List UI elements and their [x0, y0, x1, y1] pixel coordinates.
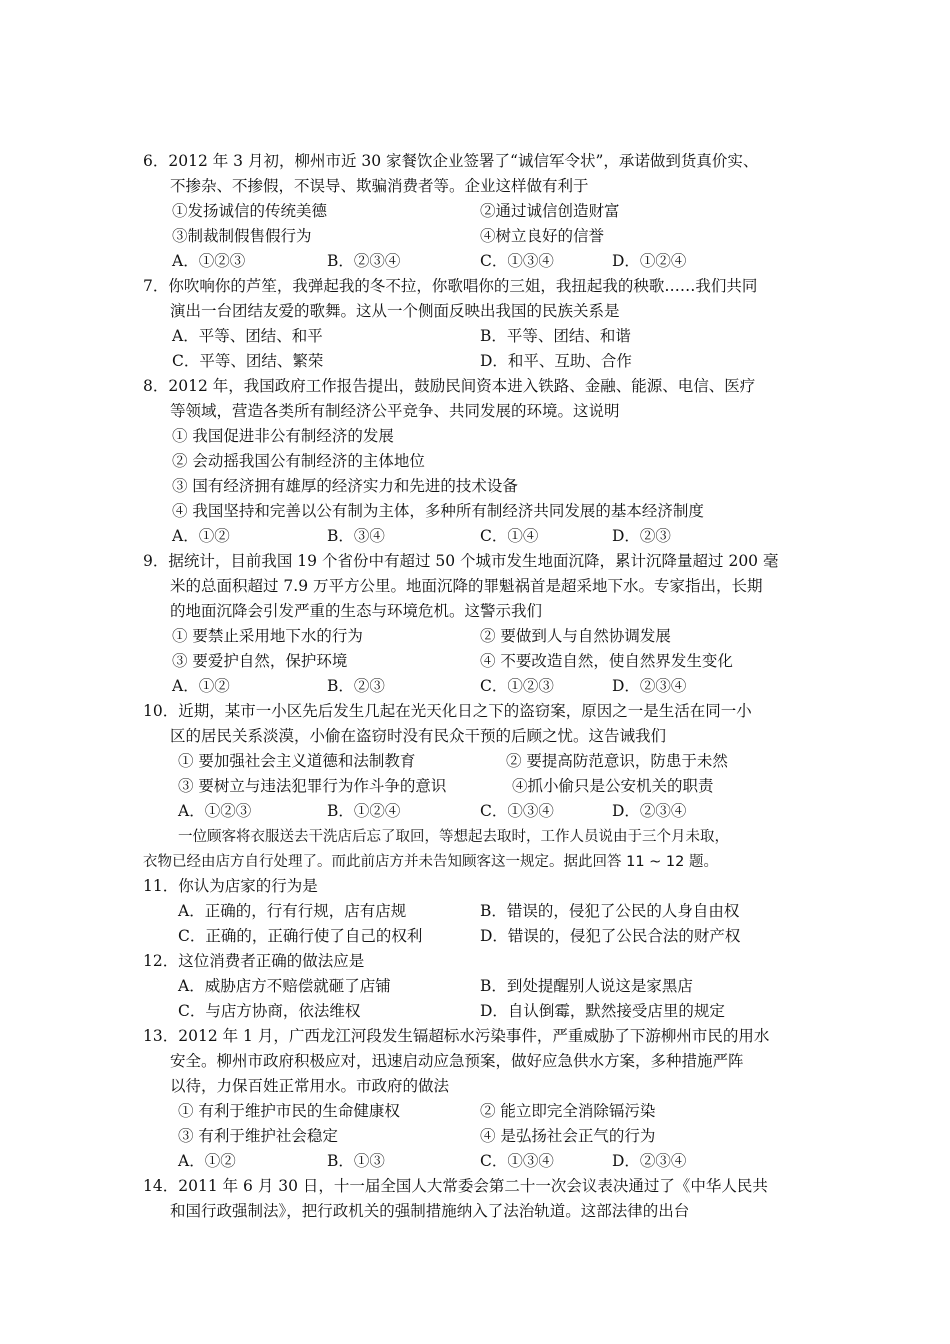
question-12-line-1: 12．这位消费者正确的做法应是 [143, 952, 365, 970]
question-10-option-d: D．②③④ [612, 802, 687, 820]
question-12-option-d: D．自认倒霉，默然接受店里的规定 [480, 1002, 725, 1020]
question-11-option-b: B．错误的，侵犯了公民的人身自由权 [480, 902, 740, 920]
question-13-statement-1: ① 有利于维护市民的生命健康权 [178, 1102, 400, 1120]
question-13-statement-2: ② 能立即完全消除镉污染 [480, 1102, 656, 1120]
question-8-statement-1: ① 我国促进非公有制经济的发展 [172, 427, 394, 445]
question-12-option-b: B．到处提醒别人说这是家黑店 [480, 977, 693, 995]
question-10-line-1: 10．近期，某市一小区先后发生几起在光天化日之下的盗窃案，原因之一是生活在同一小 [143, 702, 752, 720]
question-10-option-c: C．①③④ [480, 802, 554, 820]
question-6-option-d: D．①②④ [612, 252, 687, 270]
question-10-option-b: B．①②④ [327, 802, 401, 820]
question-9-option-c: C．①②③ [480, 677, 554, 695]
question-8-option-c: C．①④ [480, 527, 539, 545]
question-7-line-1: 7．你吹响你的芦笙，我弹起我的冬不拉，你歌唱你的三姐，我扭起我的秧歌……我们共同 [143, 277, 758, 295]
question-7-option-a: A．平等、团结、和平 [172, 327, 323, 345]
question-13-line-1: 13．2012 年 1 月，广西龙江河段发生镉超标水污染事件，严重威胁了下游柳州市民的用水 [143, 1027, 770, 1045]
question-10-option-a: A．①②③ [178, 802, 252, 820]
question-14-line-2: 和国行政强制法》，把行政机关的强制措施纳入了法治轨道。这部法律的出台 [170, 1202, 690, 1220]
question-13-line-3: 以待，力保百姓正常用水。市政府的做法 [170, 1077, 450, 1095]
question-9-option-d: D．②③④ [612, 677, 687, 695]
question-13-option-a: A．①② [178, 1152, 236, 1170]
question-9-statement-2: ② 要做到人与自然协调发展 [480, 627, 671, 645]
question-6-line-1: 6．2012 年 3 月初，柳州市近 30 家餐饮企业签署了“诚信军令状”，承诺做到货真价实、 [143, 152, 759, 170]
question-10-statement-2: ② 要提高防范意识，防患于未然 [506, 752, 728, 770]
question-8-statement-3: ③ 国有经济拥有雄厚的经济实力和先进的技术设备 [172, 477, 518, 495]
passage-line-2: 衣物已经由店方自行处理了。而此前店方并未告知顾客这一规定。据此回答 11 ~ 12 题。 [143, 854, 718, 870]
question-9-line-1: 9．据统计，目前我国 19 个省份中有超过 50 个城市发生地面沉降，累计沉降量超过 200 毫 [143, 552, 779, 570]
question-7-option-b: B．平等、团结、和谐 [480, 327, 631, 345]
question-8-line-2: 等领域，营造各类所有制经济公平竞争、共同发展的环境。这说明 [170, 402, 620, 420]
question-9-option-b: B．②③ [327, 677, 385, 695]
question-9-line-2: 米的总面积超过 7.9 万平方公里。地面沉降的罪魁祸首是超采地下水。专家指出，长期 [170, 577, 763, 595]
question-8-line-1: 8．2012 年，我国政府工作报告提出，鼓励民间资本进入铁路、金融、能源、电信、医疗 [143, 377, 756, 395]
question-8-statement-4: ④ 我国坚持和完善以公有制为主体，多种所有制经济共同发展的基本经济制度 [172, 502, 704, 520]
question-9-statement-3: ③ 要爱护自然，保护环境 [172, 652, 348, 670]
question-11-option-d: D．错误的，侵犯了公民合法的财产权 [480, 927, 741, 945]
question-12-option-c: C．与店方协商，依法维权 [178, 1002, 361, 1020]
question-10-line-2: 区的居民关系淡漠，小偷在盗窃时没有民众干预的后顾之忧。这告诫我们 [170, 727, 667, 745]
question-8-option-a: A．①② [172, 527, 230, 545]
question-13-option-c: C．①③④ [480, 1152, 554, 1170]
question-13-option-b: B．①③ [327, 1152, 385, 1170]
question-6-statement-2: ②通过诚信创造财富 [480, 202, 620, 220]
question-13-statement-4: ④ 是弘扬社会正气的行为 [480, 1127, 656, 1145]
question-11-option-a: A．正确的，行有行规，店有店规 [178, 902, 407, 920]
question-11-line-1: 11．你认为店家的行为是 [143, 877, 318, 895]
question-14-line-1: 14．2011 年 6 月 30 日，十一届全国人大常委会第二十一次会议表决通过了《中华人民共 [143, 1177, 768, 1195]
question-9-statement-1: ① 要禁止采用地下水的行为 [172, 627, 363, 645]
question-10-statement-4: ④抓小偷只是公安机关的职责 [512, 777, 714, 795]
question-6-statement-4: ④树立良好的信誉 [480, 227, 605, 245]
question-8-option-d: D．②③ [612, 527, 671, 545]
question-10-statement-1: ① 要加强社会主义道德和法制教育 [178, 752, 416, 770]
question-9-line-3: 的地面沉降会引发严重的生态与环境危机。这警示我们 [170, 602, 543, 620]
question-7-option-c: C．平等、团结、繁荣 [172, 352, 324, 370]
question-8-statement-2: ② 会动摇我国公有制经济的主体地位 [172, 452, 425, 470]
passage-line-1: 一位顾客将衣服送去干洗店后忘了取回，等想起去取时，工作人员说由于三个月未取， [178, 829, 729, 845]
question-13-option-d: D．②③④ [612, 1152, 687, 1170]
question-6-option-a: A．①②③ [172, 252, 246, 270]
question-6-statement-3: ③制裁制假售假行为 [172, 227, 312, 245]
question-6-line-2: 不掺杂、不掺假，不误导、欺骗消费者等。企业这样做有利于 [170, 177, 589, 195]
question-6-statement-1: ①发扬诚信的传统美德 [172, 202, 328, 220]
question-9-statement-4: ④ 不要改造自然，使自然界发生变化 [480, 652, 733, 670]
question-8-option-b: B．③④ [327, 527, 385, 545]
question-6-option-c: C．①③④ [480, 252, 554, 270]
question-12-option-a: A．威胁店方不赔偿就砸了店铺 [178, 977, 391, 995]
question-13-statement-3: ③ 有利于维护社会稳定 [178, 1127, 338, 1145]
question-7-line-2: 演出一台团结友爱的歌舞。这从一个侧面反映出我国的民族关系是 [170, 302, 620, 320]
question-9-option-a: A．①② [172, 677, 230, 695]
question-10-statement-3: ③ 要树立与违法犯罪行为作斗争的意识 [178, 777, 447, 795]
question-7-option-d: D．和平、互助、合作 [480, 352, 632, 370]
question-11-option-c: C．正确的，正确行使了自己的权利 [178, 927, 423, 945]
question-6-option-b: B．②③④ [327, 252, 401, 270]
question-13-line-2: 安全。柳州市政府积极应对，迅速启动应急预案，做好应急供水方案，多种措施严阵 [170, 1052, 744, 1070]
